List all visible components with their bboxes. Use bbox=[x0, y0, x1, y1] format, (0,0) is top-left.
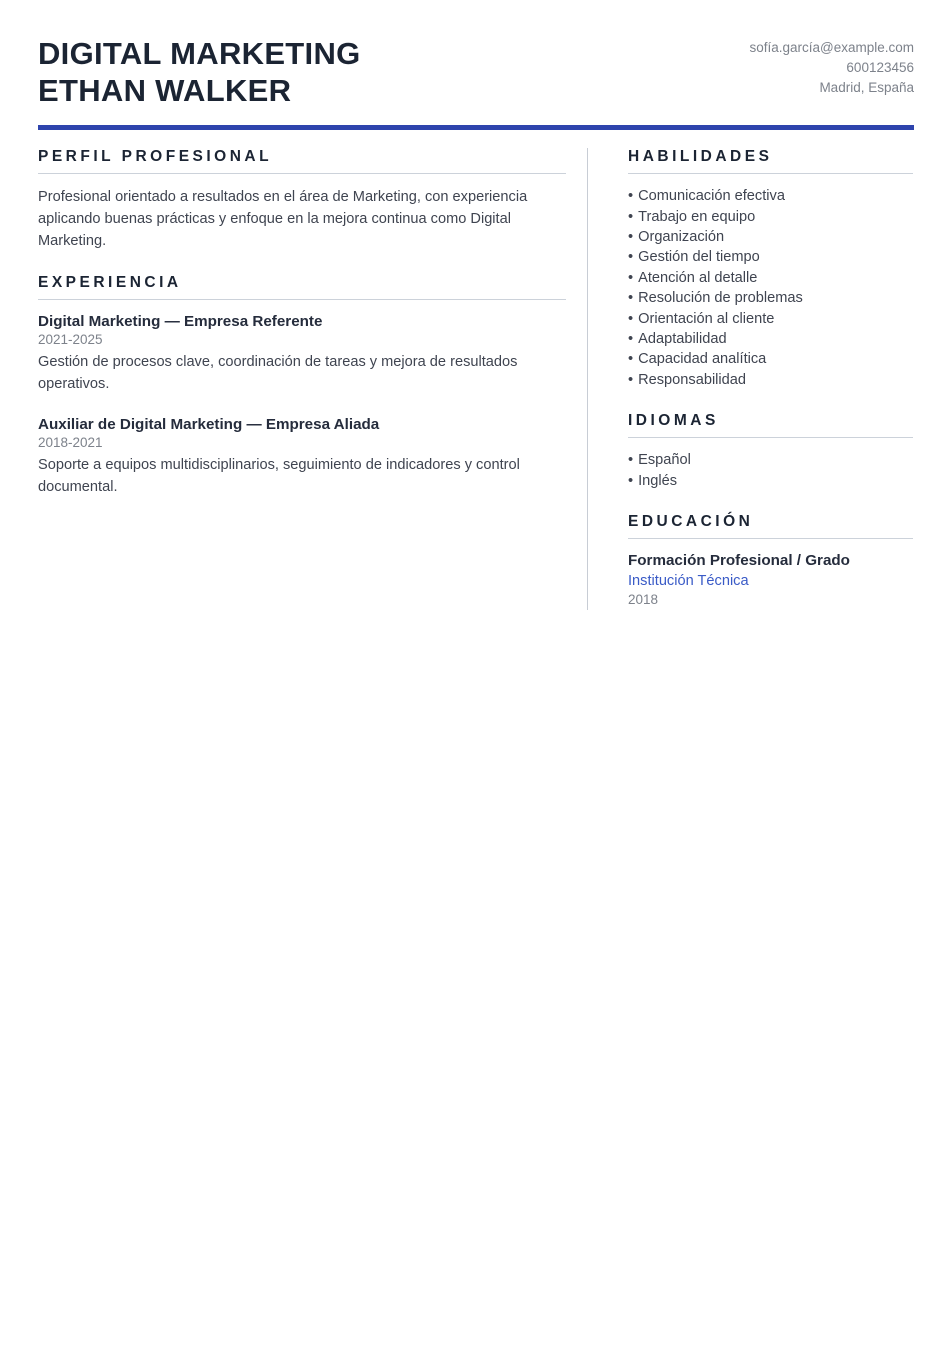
skill-label: Gestión del tiempo bbox=[638, 249, 760, 266]
bullet-icon: • bbox=[628, 351, 634, 368]
list-item bbox=[628, 186, 913, 206]
job-title: Digital Marketing — Empresa Referente bbox=[38, 313, 323, 331]
profile-section bbox=[38, 148, 566, 252]
education-section bbox=[628, 513, 913, 607]
column-divider bbox=[587, 148, 588, 610]
bullet-icon: • bbox=[628, 208, 634, 225]
skill-label: Organización bbox=[638, 228, 725, 245]
languages-section bbox=[628, 412, 913, 491]
bullet-icon: • bbox=[628, 371, 634, 388]
list-item bbox=[628, 349, 913, 369]
job-dates: 2021-2025 bbox=[38, 332, 103, 348]
profile-text: Profesional orientado a resultados en el área de Marketing, con experiencia aplicando buenas prácticas y enfoque en la mejora continua como Digital Marketing. bbox=[38, 189, 528, 250]
content-columns bbox=[38, 148, 914, 629]
language-label: Inglés bbox=[638, 472, 678, 489]
job-dates: 2018-2021 bbox=[38, 435, 103, 451]
languages-heading: IDIOMAS bbox=[628, 412, 913, 438]
title-role: DIGITAL MARKETING bbox=[38, 36, 361, 71]
resume-page bbox=[0, 0, 952, 629]
education-heading: EDUCACIÓN bbox=[628, 513, 913, 539]
job-description: Gestión de procesos clave, coordinación de tareas y mejora de resultados operativos. bbox=[38, 354, 518, 393]
list-item bbox=[628, 450, 913, 470]
contact-location: Madrid, España bbox=[819, 80, 914, 95]
education-institution-link[interactable]: Institución Técnica bbox=[628, 573, 749, 590]
languages-list bbox=[628, 450, 913, 491]
header-accent-rule bbox=[38, 125, 914, 130]
language-label: Español bbox=[638, 452, 691, 469]
job-description: Soporte a equipos multidisciplinarios, seguimiento de indicadores y control documental. bbox=[38, 457, 520, 496]
list-item bbox=[628, 309, 913, 329]
skill-label: Comunicación efectiva bbox=[638, 188, 785, 205]
experience-entry bbox=[38, 415, 566, 498]
bullet-icon: • bbox=[628, 228, 634, 245]
list-item bbox=[628, 370, 913, 390]
skill-label: Adaptabilidad bbox=[638, 331, 727, 347]
sidebar-column bbox=[628, 148, 913, 629]
skill-label: Resolución de problemas bbox=[638, 290, 803, 307]
contact-phone: 600123456 bbox=[846, 60, 914, 75]
page-title bbox=[38, 36, 361, 109]
header bbox=[38, 36, 914, 109]
list-item bbox=[628, 207, 913, 227]
job-title: Auxiliar de Digital Marketing — Empresa Aliada bbox=[38, 416, 380, 434]
bullet-icon: • bbox=[628, 472, 634, 489]
list-item bbox=[628, 471, 913, 491]
title-name: ETHAN WALKER bbox=[38, 72, 292, 108]
experience-heading: EXPERIENCIA bbox=[38, 274, 566, 300]
list-item bbox=[628, 329, 913, 349]
skill-label: Trabajo en equipo bbox=[638, 208, 756, 225]
experience-entry bbox=[38, 312, 566, 395]
experience-section bbox=[38, 274, 566, 498]
skill-label: Atención al detalle bbox=[638, 269, 758, 286]
bullet-icon: • bbox=[628, 290, 634, 307]
list-item bbox=[628, 288, 913, 308]
bullet-icon: • bbox=[628, 249, 634, 266]
profile-heading: PERFIL PROFESIONAL bbox=[38, 148, 566, 174]
bullet-icon: • bbox=[628, 310, 634, 327]
education-degree: Formación Profesional / Grado bbox=[628, 552, 850, 570]
bullet-icon: • bbox=[628, 452, 634, 469]
skills-heading: HABILIDADES bbox=[628, 148, 913, 174]
contact-email: sofía.garcía@example.com bbox=[749, 40, 914, 55]
skills-section bbox=[628, 148, 913, 390]
bullet-icon: • bbox=[628, 331, 634, 347]
contact-info bbox=[749, 36, 914, 98]
main-column bbox=[38, 148, 566, 520]
bullet-icon: • bbox=[628, 188, 634, 205]
skills-list bbox=[628, 186, 913, 390]
education-year: 2018 bbox=[628, 592, 659, 608]
skill-label: Capacidad analítica bbox=[638, 351, 767, 368]
list-item bbox=[628, 247, 913, 267]
skill-label: Orientación al cliente bbox=[638, 310, 775, 327]
list-item bbox=[628, 227, 913, 247]
bullet-icon: • bbox=[628, 269, 634, 286]
skill-label: Responsabilidad bbox=[638, 371, 747, 388]
list-item bbox=[628, 268, 913, 288]
